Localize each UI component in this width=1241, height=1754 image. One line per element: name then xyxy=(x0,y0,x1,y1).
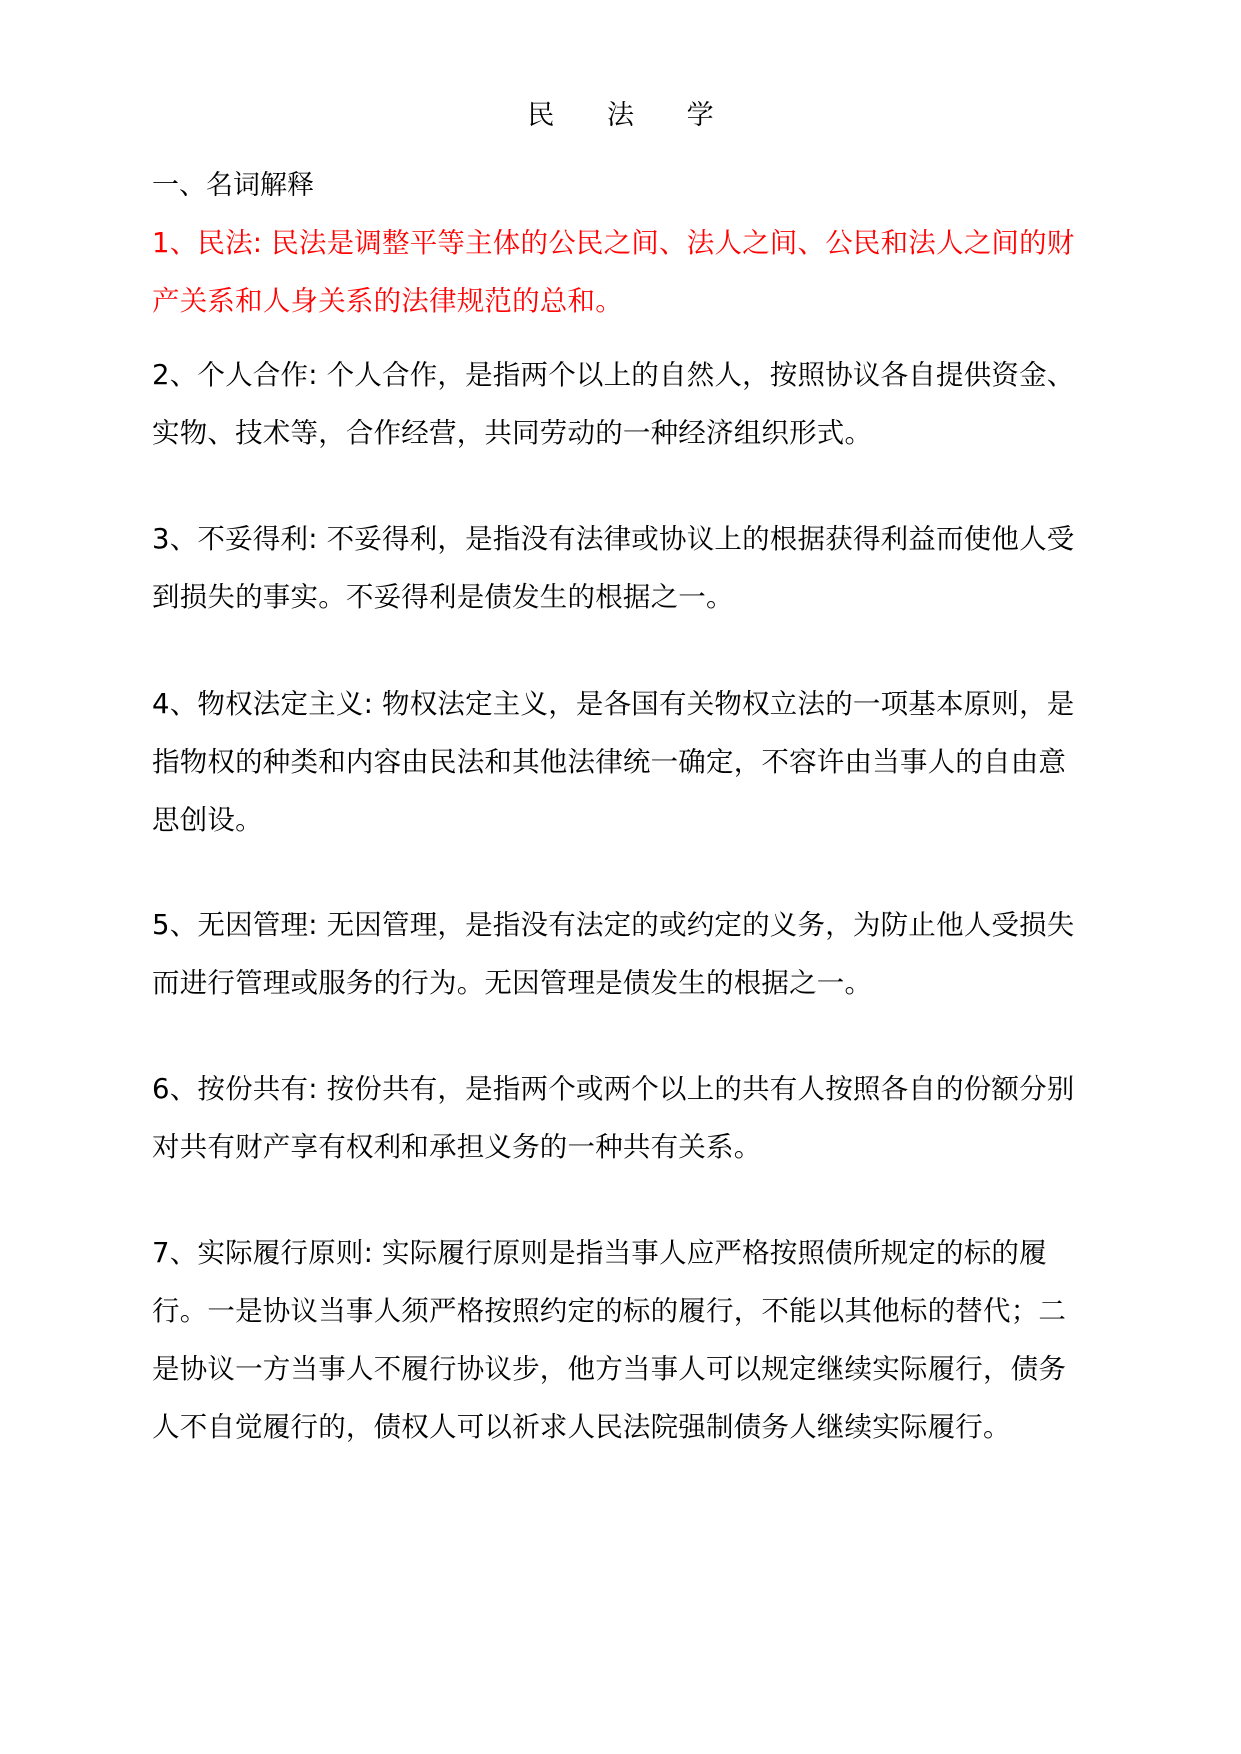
definition-entry-6: 6、按份共有: 按份共有，是指两个或两个以上的共有人按照各自的份额分别对共有财产享有权利和承担义务的一种共有关系。 xyxy=(152,1073,1075,1163)
definition-entry-2: 2、个人合作: 个人合作，是指两个以上的自然人，按照协议各自提供资金、实物、技术等，合作经营，共同劳动的一种经济组织形式。 xyxy=(152,359,1075,449)
definition-entry-5: 5、无因管理: 无因管理，是指没有法定的或约定的义务，为防止他人受损失而进行管理或服务的行为。无因管理是债发生的根据之一。 xyxy=(152,909,1075,999)
definition-entry-3: 3、不妥得利: 不妥得利，是指没有法律或协议上的根据获得利益而使他人受到损失的事实。不妥得利是债发生的根据之一。 xyxy=(152,523,1075,613)
document-title: 民 法 学 xyxy=(527,100,736,131)
definition-entry-1: 1、民法: 民法是调整平等主体的公民之间、法人之间、公民和法人之间的财产关系和人身关系的法律规范的总和。 xyxy=(152,227,1075,317)
definition-entry-4: 4、物权法定主义: 物权法定主义，是各国有关物权立法的一项基本原则，是指物权的种类和内容由民法和其他法律统一确定，不容许由当事人的自由意思创设。 xyxy=(152,688,1075,836)
section-heading: 一、名词解释 xyxy=(152,170,314,201)
definition-entry-7: 7、实际履行原则: 实际履行原则是指当事人应严格按照债所规定的标的履行。一是协议当事人须严格按照约定的标的履行，不能以其他标的替代；二是协议一方当事人不履行协议步，他方当事人可以规定继续实际履行，债务人不自觉履行的，债权人可以祈求人民法院强制债务人继续实际履行。 xyxy=(152,1237,1067,1443)
